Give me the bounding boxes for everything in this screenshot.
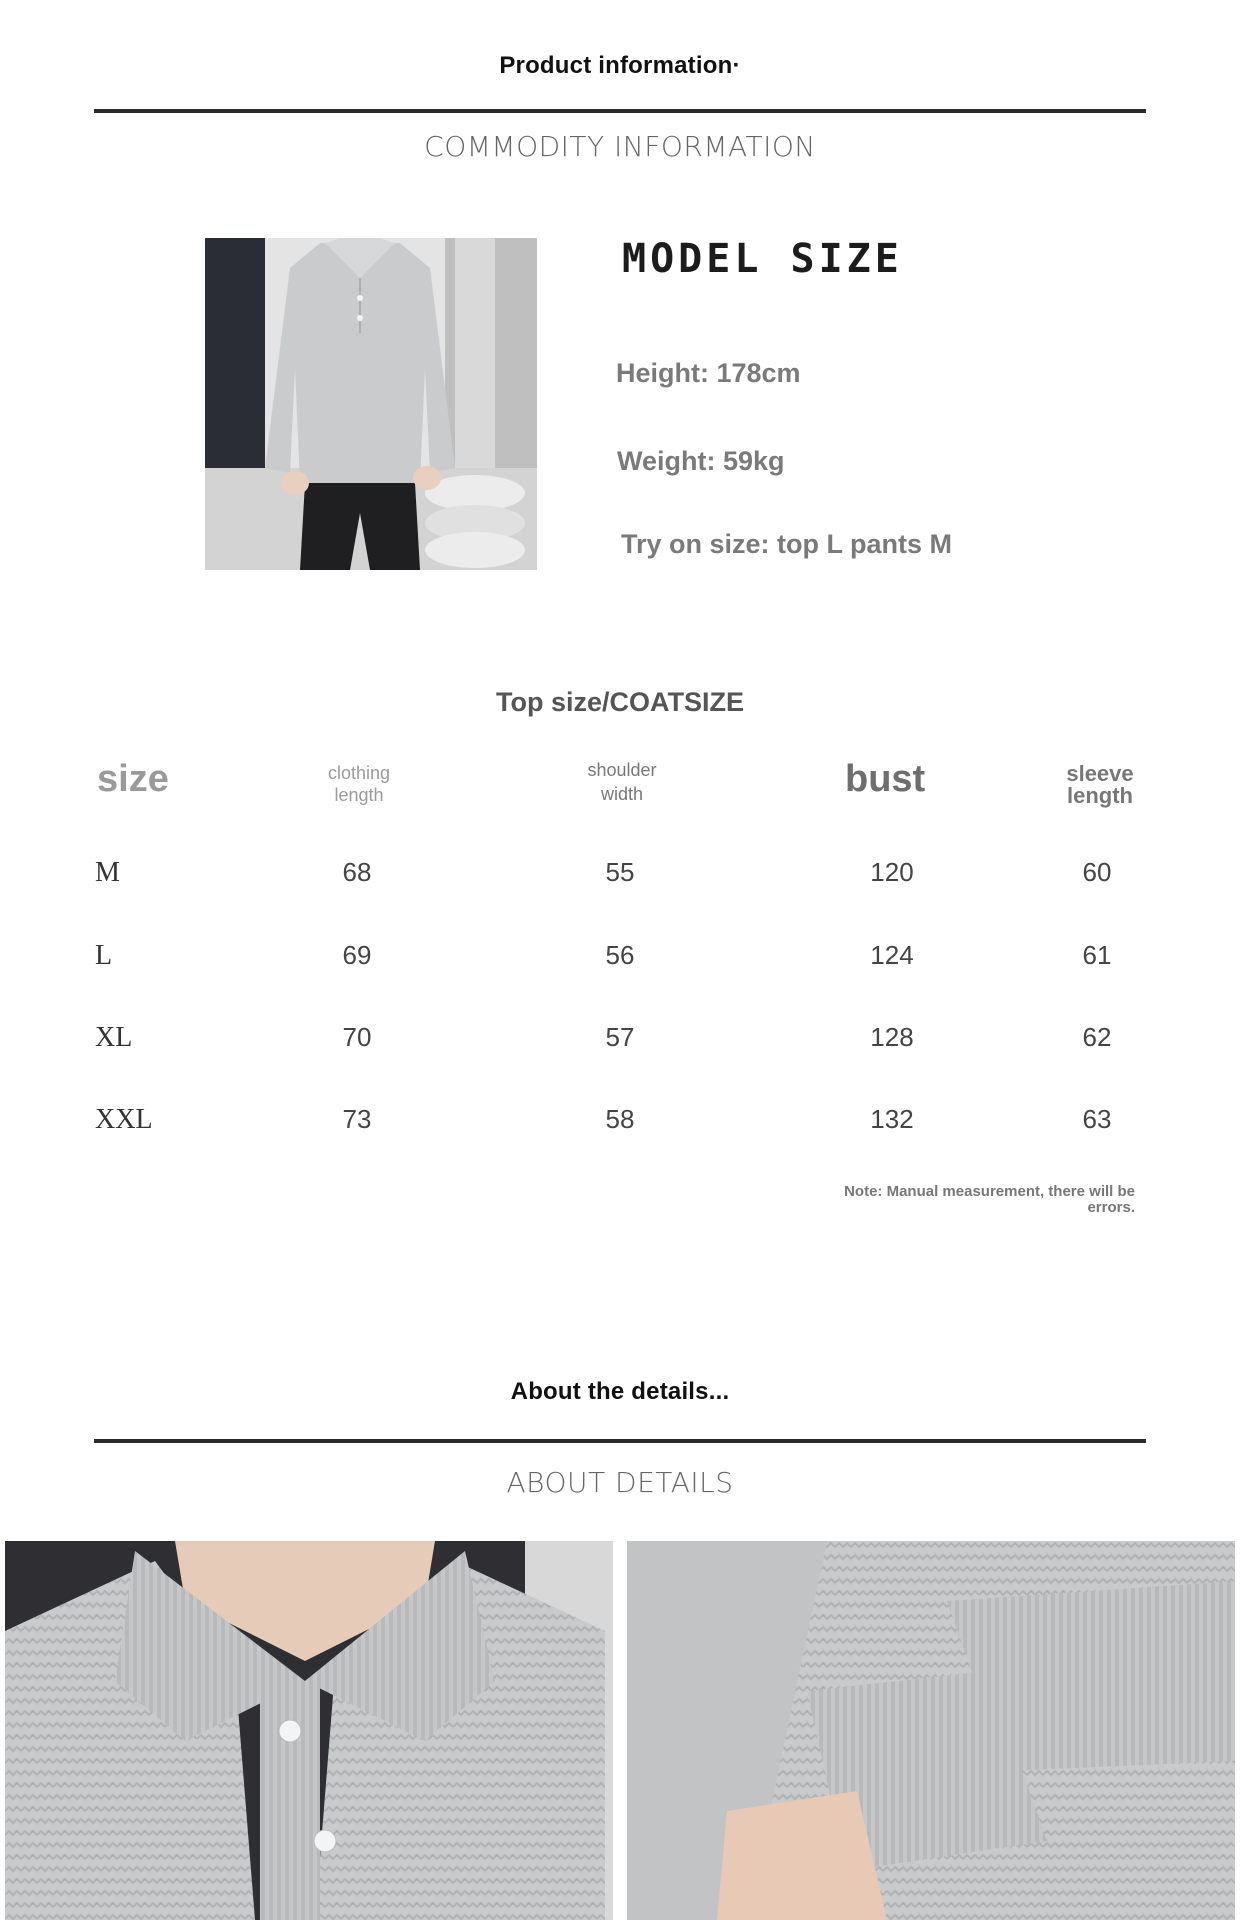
- cell-shoulder-width: 55: [605, 857, 635, 887]
- model-try-on-size: Try on size: top L pants M: [621, 529, 953, 559]
- details-divider: [94, 1439, 1146, 1443]
- cell-clothing-length: 70: [342, 1022, 372, 1052]
- cell-bust: 132: [870, 1104, 914, 1134]
- cell-bust: 128: [870, 1022, 914, 1052]
- header-clothing-length-line1: clothing: [327, 763, 391, 783]
- table-row: [0, 857, 1240, 897]
- header-size: size: [97, 758, 169, 800]
- cell-sleeve-length: 60: [1082, 857, 1112, 887]
- model-photo: [205, 238, 537, 570]
- cell-sleeve-length: 61: [1082, 940, 1112, 970]
- cell-bust: 120: [870, 857, 914, 887]
- cell-clothing-length: 69: [342, 940, 372, 970]
- cell-shoulder-width: 56: [605, 940, 635, 970]
- measurement-note: [760, 1184, 1135, 1216]
- cell-bust: 124: [870, 940, 914, 970]
- details-title: About the details...: [510, 1378, 730, 1405]
- cell-size: L: [95, 940, 113, 971]
- product-info-divider: [94, 109, 1146, 113]
- table-row: [0, 1104, 1240, 1144]
- header-bust: bust: [845, 758, 926, 800]
- header-shoulder-width-line2: width: [600, 783, 644, 804]
- cuff-detail-photo: [627, 1541, 1235, 1920]
- model-height: Height: 178cm: [616, 358, 801, 388]
- product-info-title: Product information·: [499, 52, 741, 79]
- cell-clothing-length: 68: [342, 857, 372, 887]
- size-table-title: Top size/COATSIZE: [495, 687, 744, 717]
- header-sleeve-length: [1040, 763, 1160, 807]
- cell-clothing-length: 73: [342, 1104, 372, 1134]
- collar-detail-photo: [5, 1541, 613, 1920]
- table-row: [0, 1022, 1240, 1062]
- product-info-subtitle: COMMODITY INFORMATION: [424, 130, 816, 163]
- cell-shoulder-width: 58: [605, 1104, 635, 1134]
- header-shoulder-width: [562, 760, 682, 805]
- cell-size: XXL: [95, 1104, 153, 1135]
- measurement-note-line1: Note: Manual measurement, there will be: [844, 1183, 1135, 1200]
- cell-size: XL: [95, 1022, 133, 1053]
- cell-sleeve-length: 62: [1082, 1022, 1112, 1052]
- header-sleeve-length-line1: sleeve: [1066, 761, 1134, 786]
- header-shoulder-width-line1: shoulder: [587, 760, 657, 780]
- table-row: [0, 940, 1240, 980]
- cell-size: M: [95, 857, 120, 888]
- model-weight: Weight: 59kg: [617, 446, 785, 476]
- header-clothing-length: [299, 763, 419, 806]
- model-size-heading: MODEL SIZE: [622, 236, 903, 282]
- header-clothing-length-line2: length: [334, 784, 384, 805]
- header-sleeve-length-line2: length: [1067, 783, 1133, 808]
- cell-shoulder-width: 57: [605, 1022, 635, 1052]
- measurement-note-line2: errors.: [1087, 1198, 1135, 1216]
- cell-sleeve-length: 63: [1082, 1104, 1112, 1134]
- details-subtitle: ABOUT DETAILS: [506, 1466, 734, 1499]
